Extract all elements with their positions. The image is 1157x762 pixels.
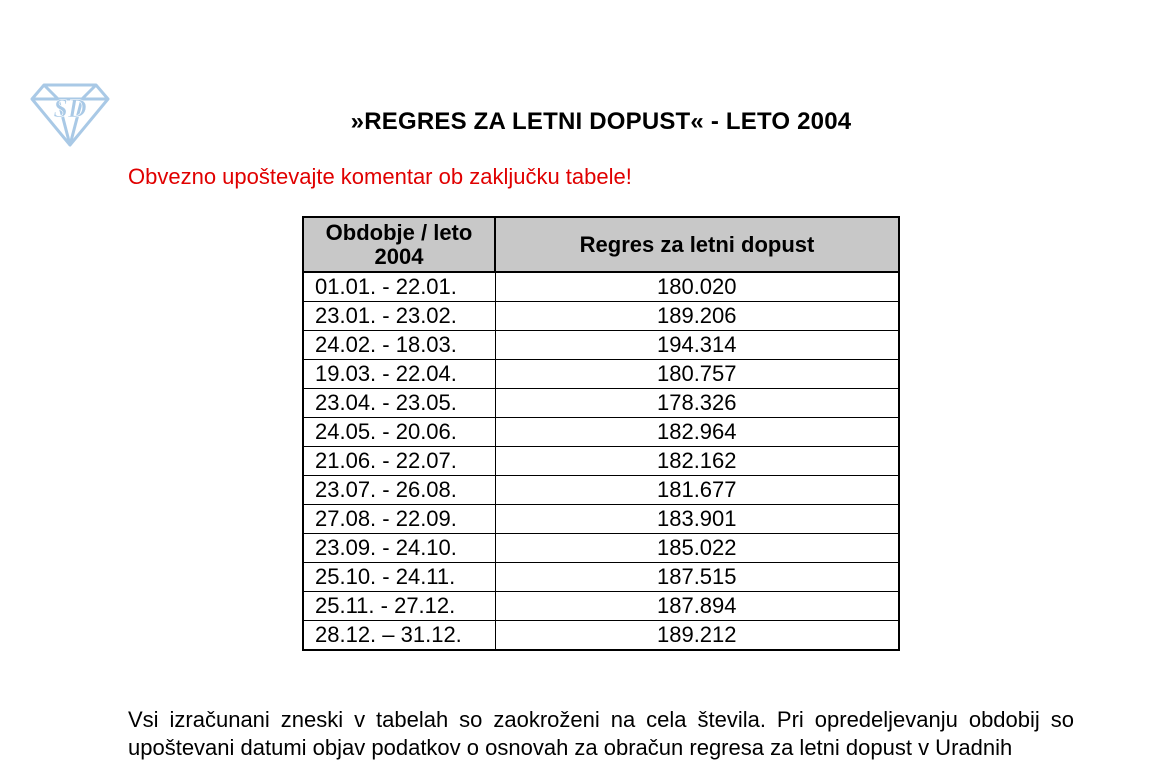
- period-cell: 28.12. – 31.12.: [303, 621, 495, 651]
- amount-cell: 189.212: [495, 621, 899, 651]
- period-cell: 21.06. - 22.07.: [303, 447, 495, 476]
- table-row: [303, 447, 899, 476]
- table-row: [303, 534, 899, 563]
- period-cell: 24.02. - 18.03.: [303, 331, 495, 360]
- table-row: [303, 476, 899, 505]
- amount-cell: 189.206: [495, 302, 899, 331]
- period-cell: 01.01. - 22.01.: [303, 272, 495, 302]
- amount-cell: 182.964: [495, 418, 899, 447]
- period-cell: 23.09. - 24.10.: [303, 534, 495, 563]
- table-row: [303, 621, 899, 651]
- amount-cell: 180.020: [495, 272, 899, 302]
- period-cell: 25.10. - 24.11.: [303, 563, 495, 592]
- table-row: [303, 389, 899, 418]
- table-header-row: [303, 217, 899, 272]
- table-row: [303, 418, 899, 447]
- amount-cell: 182.162: [495, 447, 899, 476]
- amount-cell: 187.894: [495, 592, 899, 621]
- amount-cell: 183.901: [495, 505, 899, 534]
- table-row: [303, 563, 899, 592]
- table-body: [303, 272, 899, 650]
- period-cell: 23.07. - 26.08.: [303, 476, 495, 505]
- notice-text: Obvezno upoštevajte komentar ob zaključku tabele!: [128, 164, 632, 189]
- header-regres: Regres za letni dopust: [495, 217, 899, 272]
- page-title: »REGRES ZA LETNI DOPUST« - LETO 2004: [350, 108, 852, 135]
- table-row: [303, 505, 899, 534]
- logo-text: SD: [53, 94, 87, 123]
- table-row: [303, 360, 899, 389]
- period-cell: 27.08. - 22.09.: [303, 505, 495, 534]
- period-cell: 19.03. - 22.04.: [303, 360, 495, 389]
- header-period: Obdobje / leto 2004: [303, 217, 495, 272]
- amount-cell: 178.326: [495, 389, 899, 418]
- table-row: [303, 302, 899, 331]
- amount-cell: 180.757: [495, 360, 899, 389]
- table-row: [303, 331, 899, 360]
- amount-cell: 187.515: [495, 563, 899, 592]
- amount-cell: 185.022: [495, 534, 899, 563]
- period-cell: 24.05. - 20.06.: [303, 418, 495, 447]
- amount-cell: 194.314: [495, 331, 899, 360]
- regres-table: [302, 216, 900, 651]
- amount-cell: 181.677: [495, 476, 899, 505]
- footer-paragraph: Vsi izračunani zneski v tabelah so zaokroženi na cela števila. Pri opredeljevanju obdobij so upoštevani datumi objav podatkov o osnovah za obračun regresa za letni dopust v Uradnih: [128, 707, 1074, 760]
- table-row: [303, 592, 899, 621]
- period-cell: 23.01. - 23.02.: [303, 302, 495, 331]
- period-cell: 23.04. - 23.05.: [303, 389, 495, 418]
- table-row: [303, 272, 899, 302]
- period-cell: 25.11. - 27.12.: [303, 592, 495, 621]
